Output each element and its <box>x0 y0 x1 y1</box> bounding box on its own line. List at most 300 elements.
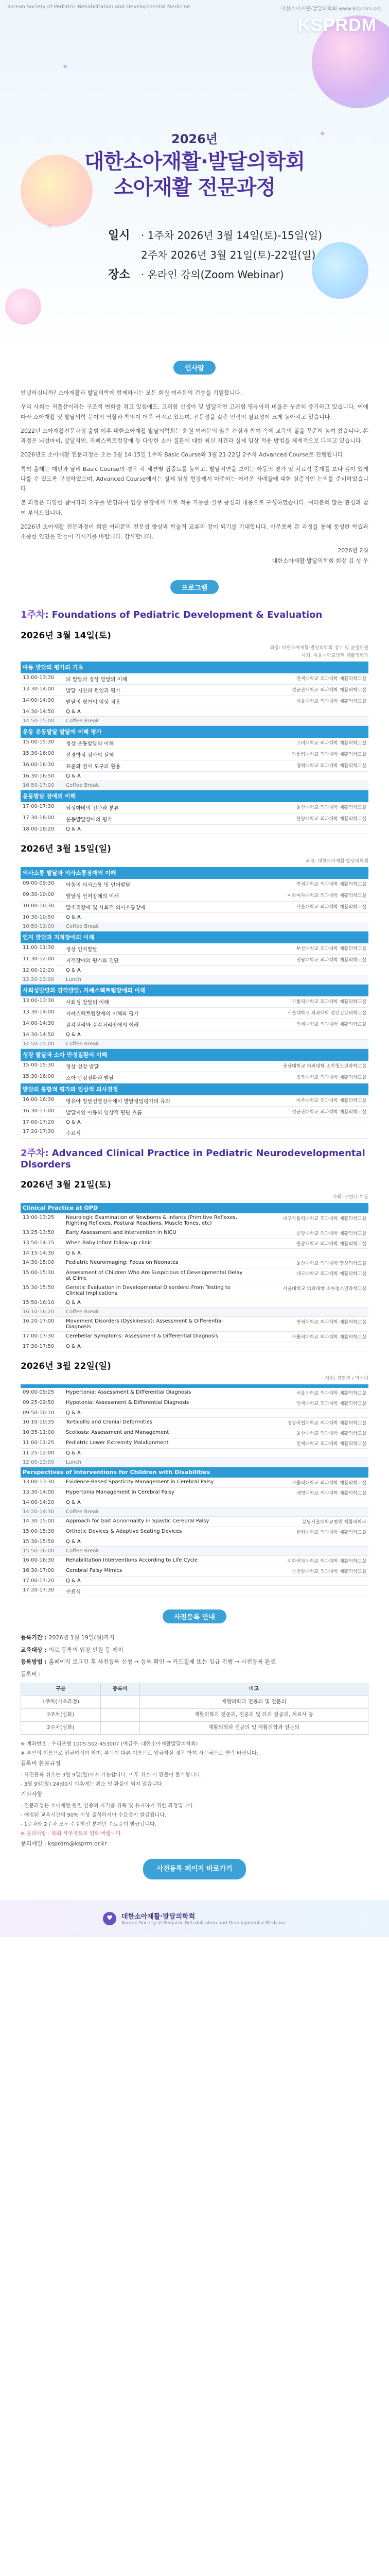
row-subject: 자폐스펙트럼장애의 이해와 평가 <box>64 1007 250 1019</box>
row-speaker: 충남대학교 의과대학 소아청소년과학교실 <box>250 1060 368 1072</box>
row-speaker: 가톨릭대학교 의과대학 재활의학교실 <box>250 1477 368 1487</box>
row-time: 17:20-17:30 <box>21 1127 64 1138</box>
row-subject: Q & A <box>64 1342 250 1351</box>
registration-item-value: 2026년 1월 19일(월)까지 <box>48 1634 115 1641</box>
row-time: 09:30-10:00 <box>21 890 64 901</box>
table-row <box>21 1106 368 1117</box>
registration-item-label: 등록방법 : <box>21 1658 49 1666</box>
row-time: 17:20-17:30 <box>21 1585 64 1597</box>
row-subject: Neurologic Examination of Newborns & Infants (Primitive Reflexes, Righting Reflexes, Postural Reactions, Muscle Tones, etc) <box>64 1213 250 1228</box>
table-row <box>21 901 368 912</box>
sparkle-icon: ✦ <box>62 62 69 72</box>
row-speaker <box>250 1039 368 1048</box>
session-title: 운동 운동발달 발달에 이해 평가 <box>21 725 368 737</box>
table-row <box>21 1417 368 1428</box>
row-speaker: 계명대학교 의과대학 재활의학교실 <box>250 1487 368 1498</box>
row-subject: Cerebellar Symptoms: Assessment & Differential Diagnosis <box>64 1331 250 1342</box>
table-row <box>21 1458 368 1467</box>
row-subject: 정상 성장 발달 <box>64 1060 250 1072</box>
registration-body <box>0 1630 389 1895</box>
row-subject: Pediatric Lower Extremity Malalignment <box>64 1438 250 1448</box>
row-subject: Q & A <box>64 1248 250 1258</box>
row-speaker <box>250 1117 368 1127</box>
program-table <box>21 867 368 1139</box>
program-part-name: : Advanced Clinical Practice in Pediatric Neurodevelopmental Disorders <box>21 1147 365 1170</box>
session-row <box>21 662 368 673</box>
session-title: 의사소통 발달과 의사소통장애의 이해 <box>21 867 368 879</box>
table-row <box>21 1448 368 1458</box>
table-row <box>21 684 368 696</box>
row-time: 10:00-10:30 <box>21 901 64 912</box>
row-speaker: 이화여자대학교 의과대학 재활의학교실 <box>250 890 368 901</box>
hero-dates <box>108 227 340 286</box>
program-day-host: 사회: 장영진 / 박선미 <box>325 1376 368 1381</box>
registration-item-value: 의료 등록의 입장 인원 등 제외 <box>48 1646 123 1653</box>
row-speaker: 성균관대학교 의과대학 재활의학교실 <box>250 684 368 696</box>
table-row <box>21 922 368 931</box>
row-speaker <box>250 1248 368 1258</box>
refund-note: - 3월 9일(월) 24:00시 이후에는 취소 및 환불이 되지 않습니다. <box>21 1781 164 1787</box>
row-subject: 아동의 의사소통 및 언어발달 <box>64 878 250 890</box>
table-row <box>21 1039 368 1048</box>
row-time: 17:30-18:00 <box>21 813 64 824</box>
row-subject: 수료식 <box>64 1585 250 1597</box>
table-row <box>21 1213 368 1228</box>
row-time: 15:30-16:00 <box>21 1072 64 1083</box>
row-subject: 지적장애의 평가와 진단 <box>64 954 250 965</box>
table-row <box>21 824 368 834</box>
row-subject: Hypertonia Management in Cerebral Palsy <box>64 1487 250 1498</box>
row-subject: Lunch <box>64 975 250 984</box>
date-row <box>108 247 340 262</box>
row-speaker <box>250 922 368 931</box>
row-speaker <box>250 975 368 984</box>
date-label: 일시 <box>108 229 130 242</box>
greeting-paragraph: 특히 올해는 예년과 달리 Basic Course의 경우 각 세션별 집중도를 높이고, 발달지연을 보이는 아동의 평가 및 치료적 중재를 보다 깊이 있게 다룰 수 있도록 구성하였으며, Advanced Course에서는 실제 임상 현장에서 마주하는 어려운 사례들에 대한 심층적인 논의를 준비하였습니다. <box>21 465 368 492</box>
row-time: 09:25-09:50 <box>21 1398 64 1408</box>
row-speaker: 가톨릭대학교 의과대학 재활의학교실 <box>250 749 368 760</box>
row-subject: Evidence-Based Spasticity Management in Cerebral Palsy <box>64 1477 250 1487</box>
program-table <box>21 1384 368 1597</box>
table-row <box>21 1316 368 1331</box>
row-subject: 정상 인지발달 <box>64 943 250 954</box>
greeting-paragraph: 본 과정은 다양한 참여자의 요구를 반영하여 임상 현장에서 바로 적용 가능한 실무 중심의 내용으로 구성하였습니다. 여러분의 많은 관심과 참여 부탁드립니다. <box>21 499 368 516</box>
program-header <box>0 575 389 600</box>
row-time: 14:00-14:20 <box>21 1498 64 1507</box>
row-subject: 수료식 <box>64 1127 250 1138</box>
table-row <box>21 996 368 1007</box>
row-time: 13:25-13:50 <box>21 1228 64 1238</box>
table-row <box>21 1307 368 1316</box>
row-subject: Orthotic Devices & Adaptive Seating Devices <box>64 1527 250 1537</box>
row-subject: Q & A <box>64 1408 250 1417</box>
row-speaker <box>250 1127 368 1138</box>
row-time: 13:30-14:00 <box>21 1487 64 1498</box>
fee-cell <box>100 1696 139 1708</box>
row-speaker: 경북대학교 의과대학 재활의학교실 <box>250 1072 368 1083</box>
row-speaker <box>250 1537 368 1546</box>
row-time: 16:00-16:30 <box>21 1095 64 1106</box>
table-row <box>21 1060 368 1072</box>
program-part-number: 1주차 <box>21 609 45 620</box>
row-time: 09:00-09:25 <box>21 1387 64 1398</box>
greeting-signature <box>21 546 368 566</box>
row-time: 13:30-14:00 <box>21 684 64 696</box>
row-time: 15:30-15:50 <box>21 1537 64 1546</box>
row-speaker: 아주대학교 의과대학 재활의학교실 <box>250 1095 368 1106</box>
session-row <box>21 725 368 737</box>
row-time: 16:50-17:00 <box>21 781 64 790</box>
cta-wrap <box>21 1859 368 1879</box>
row-speaker <box>250 965 368 975</box>
greeting-header <box>0 355 389 381</box>
session-title: 인지 발달과 지적장애의 이해 <box>21 931 368 943</box>
row-time: 17:30-17:50 <box>21 1342 64 1351</box>
row-subject: Coffee Break <box>64 1307 250 1316</box>
row-speaker: 서울대학교 의과대학 정신건강의학교실 <box>250 1007 368 1019</box>
place-row <box>108 266 340 282</box>
row-speaker <box>250 1030 368 1039</box>
row-subject: 표준화 검사 도구의 활용 <box>64 760 250 771</box>
program-part-name: : Foundations of Pediatric Development & Evaluation <box>45 609 323 620</box>
row-subject: 발달성 언어장애의 이해 <box>64 890 250 901</box>
refund-note: - 사전등록 취소는 3월 9일(월)까지 가능합니다. 이후 취소 시 환불이 불가합니다. <box>21 1772 202 1778</box>
row-time: 15:00-15:30 <box>21 1268 64 1283</box>
session-row <box>21 931 368 943</box>
row-speaker <box>250 824 368 834</box>
row-time: 13:50-14:15 <box>21 1238 64 1248</box>
table-row <box>21 749 368 760</box>
footer-name: 대한소아재활·발달의학회 <box>121 1913 196 1921</box>
row-time: 17:00-17:20 <box>21 1117 64 1127</box>
greeting-paragraph: 2022년 소아재활전문과정 출범 이후 대한소아재활·발달의학회는 회원 여러분의 많은 관심과 참여 속에 교육의 질을 꾸준히 높여 왔습니다. 본 과정은 뇌성마비, 발달지연, 자폐스펙트럼장애 등 다양한 소아 질환에 대한 최신 지견과 실제 임상 적용 방법을 체계적으로 다루고 있습니다. <box>21 427 368 444</box>
sparkle-icon: ✧ <box>46 222 54 231</box>
row-subject: Scoliosis: Assessment and Management <box>64 1428 250 1438</box>
registration-item-value: 홈페이지 로그인 후 사전등록 신청 → 등록 확인 → 카드결제 또는 입금 진행 → 사전등록 완료 <box>48 1658 276 1666</box>
program-day-host: 좌장: 대한소아재활·발달의학회 <box>306 858 368 864</box>
row-subject: Cerebral Palsy Mimics <box>64 1566 250 1576</box>
row-subject: Q & A <box>64 1537 250 1546</box>
row-speaker <box>250 1298 368 1307</box>
session-title: Clinical Practice at OPD <box>21 1203 368 1213</box>
row-speaker: 서울대학교 의과대학 재활의학교실 <box>250 901 368 912</box>
session-title: Perspectives of Interventions for Children with Disabilities <box>21 1467 368 1477</box>
row-time: 15:00-15:30 <box>21 1060 64 1072</box>
row-speaker: 순천향대학교 의과대학 재활의학교실 <box>250 1566 368 1576</box>
place-label: 장소 <box>108 268 130 281</box>
row-time: 15:30-16:00 <box>21 749 64 760</box>
table-row <box>21 1283 368 1298</box>
table-row <box>21 954 368 965</box>
sparkle-icon: ✦ <box>319 129 326 139</box>
table-row <box>21 1331 368 1342</box>
table-row <box>21 1248 368 1258</box>
row-subject: Coffee Break <box>64 716 250 725</box>
row-speaker: 부산대학교 의과대학 재활의학교실 <box>250 943 368 954</box>
fee-cell: 2주차(심화) <box>21 1721 101 1734</box>
greeting-paragraph: 2026년 소아재활 전문과정이 회원 여러분의 전문성 향상과 학술적 교류의 장이 되기를 기대합니다. 아무쪼록 본 과정을 통해 풍성한 학습과 소중한 인연을 만들어 가시기를 바랍니다. 감사합니다. <box>21 523 368 540</box>
greeting-paragraph: 안녕하십니까? 소아재활과 발달의학에 함께하시는 모든 회원 여러분의 건승을 기원합니다. <box>21 389 242 396</box>
session-title: 운동발달 장애의 이해 <box>21 790 368 802</box>
row-speaker: 원광대학교 의과대학 재활의학교실 <box>250 1238 368 1248</box>
row-subject: Coffee Break <box>64 781 250 790</box>
session-row <box>21 790 368 802</box>
row-subject: 소아 만성질환과 발달 <box>64 1072 250 1083</box>
footer-en: Korean Society of Pediatric Rehabilitation and Developmental Medicine <box>121 1921 286 1926</box>
session-row <box>21 867 368 879</box>
hero-banner <box>0 0 389 355</box>
row-time: 12:00-12:20 <box>21 965 64 975</box>
row-subject: When Baby Infant follow-up clinic <box>64 1238 250 1248</box>
table-row <box>21 1268 368 1283</box>
hero-year: 2026년 <box>171 132 218 146</box>
decor-blob <box>5 289 41 325</box>
program-day-chair: 좌장: 대한소아재활·발달의학회 정두 및 운영위원 <box>270 645 368 651</box>
society-logo-icon: ♥ <box>103 1912 116 1925</box>
row-subject: Movement Disorders (Dyskinesia): Assessment & Differential Diagnosis <box>64 1316 250 1331</box>
table-row <box>21 1398 368 1408</box>
registration-header-pill: 사전등록 안내 <box>163 1609 226 1623</box>
row-speaker <box>250 1408 368 1417</box>
hero-top-left: Korean Society of Pediatric Rehabilitation and Developmental Medicine <box>7 4 190 10</box>
row-speaker: 서울대학교 의과대학 재활의학교실 <box>250 1387 368 1398</box>
row-subject: Genetic Evaluation in Developmental Disorders: From Testing to Clinical Implications <box>64 1283 250 1298</box>
table-row <box>21 707 368 716</box>
row-speaker: 연세대학교 의과대학 재활의학교실 <box>250 1019 368 1030</box>
table-row <box>21 696 368 707</box>
row-speaker: 연세대학교 의과대학 재활의학교실 <box>250 1316 368 1331</box>
row-speaker <box>250 1342 368 1351</box>
session-row <box>21 1048 368 1060</box>
table-row <box>21 1546 368 1555</box>
place-value: · 온라인 강의(Zoom Webinar) <box>141 268 284 281</box>
table-row <box>21 1387 368 1398</box>
row-time: 14:00-14:30 <box>21 1019 64 1030</box>
program-body <box>0 607 389 1597</box>
row-time: 13:00-13:25 <box>21 1213 64 1228</box>
table-row <box>21 1555 368 1566</box>
row-speaker: 성균관대학교 의과대학 재활의학교실 <box>250 1106 368 1117</box>
row-subject: Hypertonia: Assessment & Differential Diagnosis <box>64 1387 250 1398</box>
fee-header-cell: 구분 <box>21 1683 101 1696</box>
session-title: 아동 발달의 평가의 기초 <box>21 662 368 673</box>
greeting-paragraph: 우리 사회는 저출산이라는 구조적 변화를 겪고 있음에도, 고위험 신생아 및 발달지연 고위험 영유아의 비율은 꾸준히 증가하고 있습니다. 이에 따라 소아재활 및 발달의학 분야의 역할과 책임이 더욱 커지고 있으며, 전문성을 갖춘 인력의 필요성이 크게 높아지고 있습니다. <box>21 403 368 420</box>
row-speaker: 이화여자대학교 의과대학 재활의학교실 <box>250 1555 368 1566</box>
row-time: 10:35-11:00 <box>21 1428 64 1438</box>
table-row <box>21 1585 368 1597</box>
table-row <box>21 1428 368 1438</box>
greeting-body <box>0 381 389 575</box>
row-subject: 신경학적 검사의 실제 <box>64 749 250 760</box>
row-subject: Rehabilitation Interventions According to Life Cycle <box>64 1555 250 1566</box>
row-subject: Coffee Break <box>64 922 250 931</box>
row-speaker: 분당서울대학교병원 재활의학과 <box>250 1516 368 1527</box>
row-subject: Coffee Break <box>64 1507 250 1516</box>
fee-row <box>21 1696 368 1708</box>
table-row <box>21 1072 368 1083</box>
registration-note: ※ 계좌번호 : 우리은행 1005-502-453007 (예금주: 대한소아재활발달의학회) <box>21 1741 198 1747</box>
row-speaker: 가톨릭대학교 의과대학 재활의학교실 <box>250 1331 368 1342</box>
row-speaker: 인제대학교 의과대학 재활의학교실 <box>250 1438 368 1448</box>
row-time: 09:50-10:10 <box>21 1408 64 1417</box>
fee-cell <box>100 1721 139 1734</box>
pre-registration-button[interactable]: 사전등록 페이지 바로가기 <box>143 1859 245 1879</box>
row-time: 14:50-15:00 <box>21 716 64 725</box>
other-note: - 전문과정은 소아재활 관련 인증의 자격을 취득 및 유지하기 위한 과정입니다. <box>21 1803 195 1809</box>
row-time: 13:30-14:00 <box>21 1007 64 1019</box>
row-speaker <box>250 716 368 725</box>
table-row <box>21 771 368 781</box>
program-part-title <box>21 607 368 621</box>
row-subject: 말소리장애 및 사회적 의사소통장애 <box>64 901 250 912</box>
registration-item <box>21 1633 368 1643</box>
row-speaker: 서울대학교 의과대학 소아청소년과학교실 <box>250 1283 368 1298</box>
greeting-header-pill: 인사말 <box>173 361 216 375</box>
fee-table <box>21 1683 368 1735</box>
row-time: 14:30-14:50 <box>21 707 64 716</box>
table-row <box>21 1516 368 1527</box>
row-subject: Q & A <box>64 824 250 834</box>
row-subject: 뇌성마비의 진단과 분류 <box>64 802 250 813</box>
program-day-title: 2026년 3월 22일(일) <box>21 1361 111 1371</box>
hero-topbar <box>7 4 382 12</box>
row-subject: Q & A <box>64 1498 250 1507</box>
row-subject: Lunch <box>64 1458 250 1467</box>
row-time: 16:30-17:00 <box>21 1566 64 1576</box>
row-subject: Approach for Gait Abnormality in Spastic Cerebral Palsy <box>64 1516 250 1527</box>
row-time: 16:20-17:00 <box>21 1316 64 1331</box>
row-subject: Early Assessment and Intervention in NICU <box>64 1228 250 1238</box>
program-day-title: 2026년 3월 14일(토) <box>21 630 111 641</box>
table-row <box>21 965 368 975</box>
row-speaker: 한림대학교 의과대학 재활의학교실 <box>250 1527 368 1537</box>
fee-cell: 2주차(심화) <box>21 1708 101 1721</box>
row-time: 17:00-17:20 <box>21 1576 64 1585</box>
hero-title-line1: 대한소아재활·발달의학회 <box>84 150 305 174</box>
fee-cell: 재활의학과 전문의, 전공의 및 타과 전공의, 치료사 등 <box>139 1708 368 1721</box>
table-row <box>21 1507 368 1516</box>
fee-label: 등록비 : <box>21 1671 41 1678</box>
table-row <box>21 1566 368 1576</box>
table-row <box>21 1030 368 1039</box>
registration-item <box>21 1645 368 1655</box>
row-time: 18:00-18:20 <box>21 824 64 834</box>
row-speaker <box>250 781 368 790</box>
row-time: 15:50-16:10 <box>21 1298 64 1307</box>
row-subject: Coffee Break <box>64 1546 250 1555</box>
row-speaker <box>250 1576 368 1585</box>
row-time: 16:30-17:00 <box>21 1106 64 1117</box>
program-header-pill: 프로그램 <box>170 580 219 594</box>
row-speaker <box>250 1546 368 1555</box>
row-speaker: 연세대학교 의과대학 재활의학교실 <box>250 1398 368 1408</box>
session-title: 성장 발달과 소아 만성질환의 이해 <box>21 1048 368 1060</box>
fee-row <box>21 1708 368 1721</box>
row-subject: Q & A <box>64 1298 250 1307</box>
row-speaker <box>250 1307 368 1316</box>
row-time: 14:50-15:00 <box>21 1039 64 1048</box>
row-time: 13:00-13:30 <box>21 673 64 684</box>
row-speaker <box>250 771 368 781</box>
table-row <box>21 975 368 984</box>
row-speaker: 고려대학교 의과대학 재활의학교실 <box>250 737 368 749</box>
row-time: 11:30-12:00 <box>21 954 64 965</box>
row-subject: Q & A <box>64 1576 250 1585</box>
row-speaker <box>250 707 368 716</box>
refund-title: 등록비 환불규정 <box>21 1759 61 1767</box>
greeting-sign-date: 2026년 2월 <box>338 547 368 554</box>
table-row <box>21 1527 368 1537</box>
row-speaker: 울산대학교 의과대학 영상의학교실 <box>250 1258 368 1268</box>
table-row <box>21 1576 368 1585</box>
row-subject: 발달의 평가의 임상 적용 <box>64 696 250 707</box>
row-time: 17:00-17:30 <box>21 802 64 813</box>
row-subject: 운동발달장애의 평가 <box>64 813 250 824</box>
table-row <box>21 1228 368 1238</box>
row-time: 14:30-14:50 <box>21 1030 64 1039</box>
row-subject: Assessment of Children Who Are Suspicious of Developmental Delay at Clinic <box>64 1268 250 1283</box>
row-time: 12:20-13:00 <box>21 975 64 984</box>
table-row <box>21 1007 368 1019</box>
row-time: 09:00-09:30 <box>21 878 64 890</box>
session-title: 발달의 통합적 평가와 임상적 의사결정 <box>21 1083 368 1095</box>
row-speaker: 연세대학교 의과대학 재활의학교실 <box>250 673 368 684</box>
table-row <box>21 1258 368 1268</box>
row-subject: Pediatric Neuroimaging: Focus on Neonates <box>64 1258 250 1268</box>
table-row <box>21 1019 368 1030</box>
table-row <box>21 1117 368 1127</box>
row-time: 15:00-15:30 <box>21 1527 64 1537</box>
row-time: 14:00-14:30 <box>21 696 64 707</box>
date-row <box>108 227 340 243</box>
row-subject: Hypotonia: Assessment & Differential Diagnosis <box>64 1398 250 1408</box>
row-time: 17:00-17:30 <box>21 1331 64 1342</box>
row-speaker: 서울대학교 의과대학 재활의학교실 <box>250 696 368 707</box>
session-row <box>21 984 368 996</box>
program-part-title <box>21 1146 368 1170</box>
row-subject: Q & A <box>64 965 250 975</box>
table-row <box>21 1477 368 1487</box>
table-row <box>21 912 368 922</box>
session-row <box>21 1203 368 1213</box>
table-row <box>21 1342 368 1351</box>
program-day-host: 사회: 조한나 이상 <box>332 1194 368 1200</box>
inquiry-note: ※ 문의사항 : 학회 사무국으로 연락 바랍니다. <box>21 1831 123 1837</box>
row-speaker <box>250 1458 368 1467</box>
table-row <box>21 673 368 684</box>
fee-cell: 1주차(기초과정) <box>21 1696 101 1708</box>
greeting-paragraph: 2026년도 소아재활 전문과정은 오는 3월 14-15일 1주차 Basic Course와 3월 21-22일 2주차 Advanced Course로 진행됩니다. <box>21 451 345 459</box>
row-speaker: 전남대학교 의과대학 재활의학교실 <box>250 954 368 965</box>
other-title: 기타사항 <box>21 1790 43 1798</box>
row-subject: 사회성 발달의 이해 <box>64 996 250 1007</box>
table-row <box>21 1408 368 1417</box>
contact-email: 문의메일 : ksprdm@ksprm.or.kr <box>21 1840 107 1847</box>
registration-item <box>21 1657 368 1667</box>
row-time: 12:00-13:00 <box>21 1458 64 1467</box>
row-time: 15:00-15:30 <box>21 737 64 749</box>
table-row <box>21 878 368 890</box>
row-subject: 영유아 발달선별검사에서 발달정밀평가의 유의 <box>64 1095 250 1106</box>
table-row <box>21 1127 368 1138</box>
registration-item-label: 교육대상 : <box>21 1646 49 1653</box>
row-speaker: 대구가톨릭대학교 의과대학 재활의학교실 <box>250 1213 368 1228</box>
row-speaker: 대구대학교 의과대학 재활의학교실 <box>250 1268 368 1283</box>
row-speaker: 울산대학교 의과대학 재활의학교실 <box>250 802 368 813</box>
fee-row <box>21 1721 368 1734</box>
row-subject: 발달지연 아동의 임상적 판단 흐름 <box>64 1106 250 1117</box>
table-row <box>21 737 368 749</box>
